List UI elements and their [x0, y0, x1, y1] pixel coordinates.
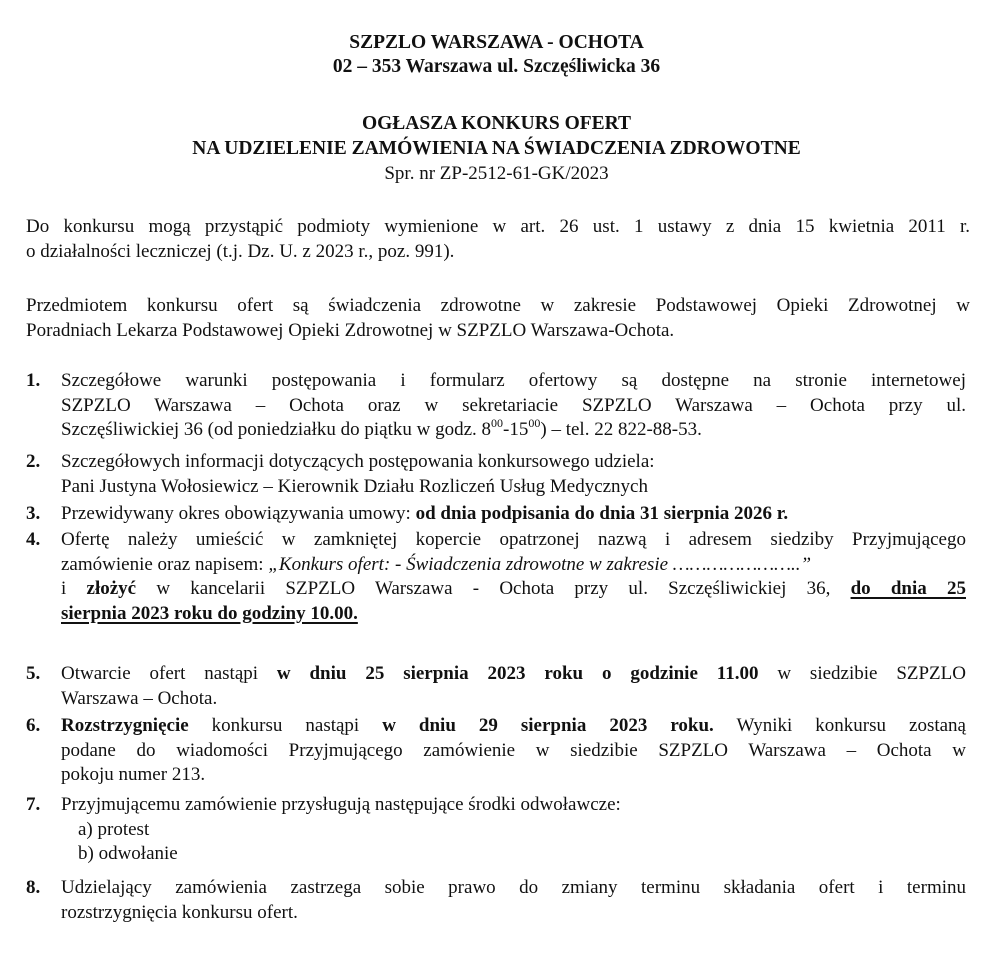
item-6-line2: podane do wiadomości Przyjmującego zamówienie w siedzibie SZPZLO Warszawa – Ochota w [61, 739, 966, 761]
item-8-line2: rozstrzygnięcia konkursu ofert. [61, 901, 298, 923]
item-5-line1: Otwarcie ofert nastąpi w dniu 25 sierpnia 2023 roku o godzinie 11.00 w siedzibie SZPZLO [61, 663, 966, 684]
item-6-line1: Rozstrzygnięcie konkursu nastąpi w dniu 29 sierpnia 2023 roku. Wyniki konkursu zostaną [61, 715, 966, 736]
sub-item-b: b) odwołanie [78, 843, 178, 864]
intro-p1-line2: o działalności leczniczej (t.j. Dz. U. z 2023 r., poz. 991). [26, 241, 455, 262]
item-6-line3: pokoju numer 213. [61, 764, 206, 785]
item-5-line2: Warszawa – Ochota. [61, 687, 218, 709]
item-4-line3: i złożyć w kancelarii SZPZLO Warszawa - Ochota przy ul. Szczęśliwickiej 36, do dnia 25 [61, 578, 966, 599]
item-number: 6. [26, 715, 41, 736]
item-1-line2: SZPZLO Warszawa – Ochota oraz w sekretariacie SZPZLO Warszawa – Ochota przy ul. [61, 394, 966, 416]
title-line-1: OGŁASZA KONKURS OFERT [361, 113, 632, 134]
intro-paragraph-1 [26, 214, 970, 264]
item-1-line3: Szczęśliwickiej 36 (od poniedziałku do piątku w godz. $8^{00}-15^{00}$) – tel. 22 822-88-53. [61, 416, 702, 440]
item-number: 5. [26, 663, 41, 684]
intro-p2-line2: Poradniach Lekarza Podstawowej Opieki Zdrowotnej w SZPZLO Warszawa-Ochota. [26, 320, 675, 341]
item-2-line2: Pani Justyna Wołosiewicz – Kierownik Działu Rozliczeń Usług Medycznych [61, 475, 648, 497]
item-number: 2. [26, 451, 41, 472]
item-1-line1: Szczegółowe warunki postępowania i formularz ofertowy są dostępne na stronie internetowej [61, 370, 966, 391]
item-7-line1: Przyjmującemu zamówienie przysługują następujące środki odwoławcze: [61, 794, 621, 815]
item-4-line1: Ofertę należy umieścić w zamkniętej kopercie opatrzonej nazwą i adresem siedziby Przyjmującego [61, 529, 966, 550]
item-8-line1: Udzielający zamówienia zastrzega sobie prawo do zmiany terminu składania ofert i terminu [61, 877, 966, 898]
item-number: 3. [26, 503, 41, 524]
item-number: 4. [26, 529, 41, 550]
org-address: 02 – 353 Warszawa ul. Szczęśliwicka 36 [332, 56, 661, 77]
case-number: Spr. nr ZP-2512-61-GK/2023 [384, 163, 609, 184]
intro-p2-line1: Przedmiotem konkursu ofert są świadczenia zdrowotne w zakresie Podstawowej Opieki Zdrowotnej w [26, 295, 970, 316]
item-number: 7. [26, 794, 41, 815]
item-3-line1: Przewidywany okres obowiązywania umowy: od dnia podpisania do dnia 31 sierpnia 2026 r. [61, 503, 789, 524]
intro-p1-line1: Do konkursu mogą przystąpić podmioty wymienione w art. 26 ust. 1 ustawy z dnia 15 kwietnia 2011 r. [26, 216, 970, 237]
item-number: 1. [26, 370, 41, 391]
sub-item-a: a) protest [78, 818, 150, 840]
item-4-line2: zamówienie oraz napisem: „Konkurs ofert: - Świadczenia zdrowotne w zakresie …………………..” [61, 553, 812, 575]
title-line-2: NA UDZIELENIE ZAMÓWIENIA NA ŚWIADCZENIA ZDROWOTNE [192, 138, 801, 159]
item-number: 8. [26, 877, 41, 898]
item-4-line4: sierpnia 2023 roku do godziny 10.00. [61, 602, 358, 624]
item-2-line1: Szczegółowych informacji dotyczących postępowania konkursowego udziela: [61, 451, 655, 472]
org-name: SZPZLO WARSZAWA - OCHOTA [349, 32, 644, 53]
intro-paragraph-2 [26, 293, 970, 343]
